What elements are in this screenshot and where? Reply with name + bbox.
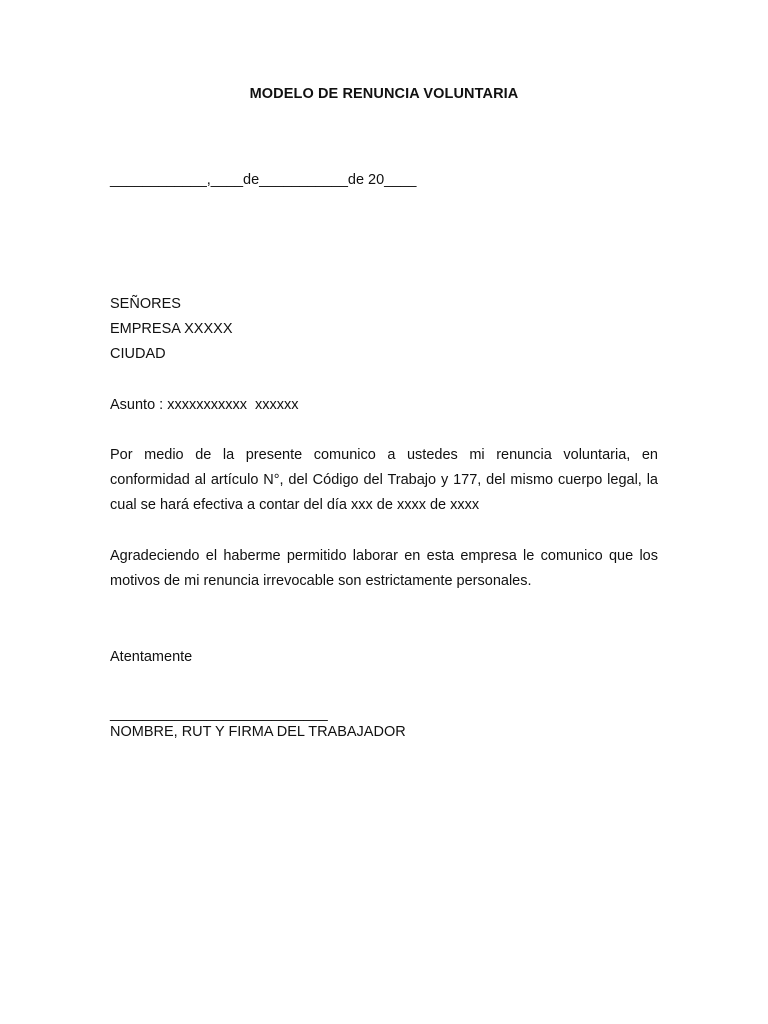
body-paragraph-2: Agradeciendo el haberme permitido laborar en esta empresa le comunico que los motivos de mi renuncia irrevocable son estrictamente personales. [110,548,658,589]
recipient-line-2: EMPRESA XXXXX [110,321,233,337]
signature-label: NOMBRE, RUT Y FIRMA DEL TRABAJADOR [110,724,406,740]
document-title: MODELO DE RENUNCIA VOLUNTARIA [249,86,519,102]
date-line: ____________,____de___________de 20____ [110,172,417,188]
signature-line: ___________________________ [110,706,328,722]
closing-text: Atentamente [110,649,193,665]
recipient-line-1: SEÑORES [110,296,181,312]
subject-line: Asunto : xxxxxxxxxxx xxxxxx [110,397,299,413]
recipient-line-3: CIUDAD [110,346,166,362]
body-paragraph-1: Por medio de la presente comunico a ustedes mi renuncia voluntaria, en conformidad al artículo N°, del Código del Trabajo y 177, del mismo cuerpo legal, la cual se hará efectiva a contar del día xxx de xxxx de xxxx [110,447,658,513]
